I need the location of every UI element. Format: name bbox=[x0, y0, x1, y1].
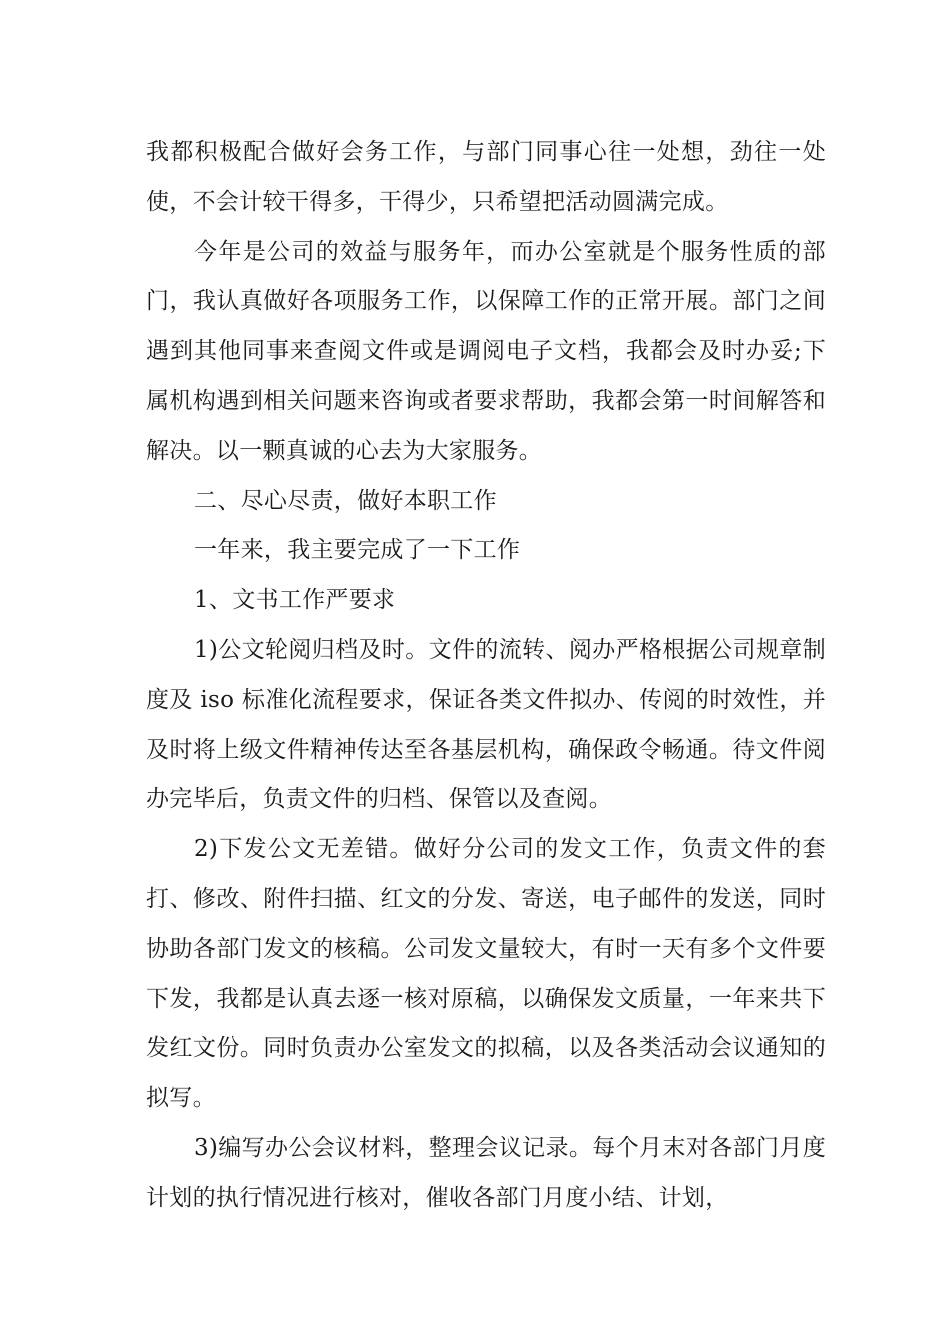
paragraph-item-1: 1)公文轮阅归档及时。文件的流转、阅办严格根据公司规章制度及 iso 标准化流程要求，保证各类文件拟办、传阅的时效性，并及时将上级文件精神传达至各基层机构，确保政令畅通。待文件阅办完毕后，负责文件的归档、保管以及查阅。 bbox=[146, 636, 826, 813]
paragraph-1: 我都积极配合做好会务工作，与部门同事心往一处想，劲往一处使，不会计较干得多，干得少，只希望把活动圆满完成。 bbox=[146, 139, 826, 215]
paragraph-intro: 一年来，我主要完成了一下工作 bbox=[194, 537, 521, 564]
document-body bbox=[146, 128, 826, 1224]
paragraph-2: 今年是公司的效益与服务年，而办公室就是个服务性质的部门，我认真做好各项服务工作，以保障工作的正常开展。部门之间遇到其他同事来查阅文件或是调阅电子文档，我都会及时办妥;下属机构遇到相关问题来咨询或者要求帮助，我都会第一时间解答和解决。以一颗真诚的心去为大家服务。 bbox=[146, 238, 826, 464]
subsection-heading-1: 1、文书工作严要求 bbox=[194, 587, 396, 614]
paragraph-item-2: 2)下发公文无差错。做好分公司的发文工作，负责文件的套打、修改、附件扫描、红文的分发、寄送，电子邮件的发送，同时协助各部门发文的核稿。公司发文量较大，有时一天有多个文件要下发，我都是认真去逐一核对原稿，以确保发文质量，一年来共下发红文份。同时负责办公室发文的拟稿，以及各类活动会议通知的拟写。 bbox=[146, 836, 826, 1112]
section-heading-2: 二、尽心尽责，做好本职工作 bbox=[194, 487, 497, 514]
paragraph-item-3: 3)编写办公会议材料，整理会议记录。每个月末对各部门月度计划的执行情况进行核对，催收各部门月度小结、计划， bbox=[146, 1134, 826, 1211]
